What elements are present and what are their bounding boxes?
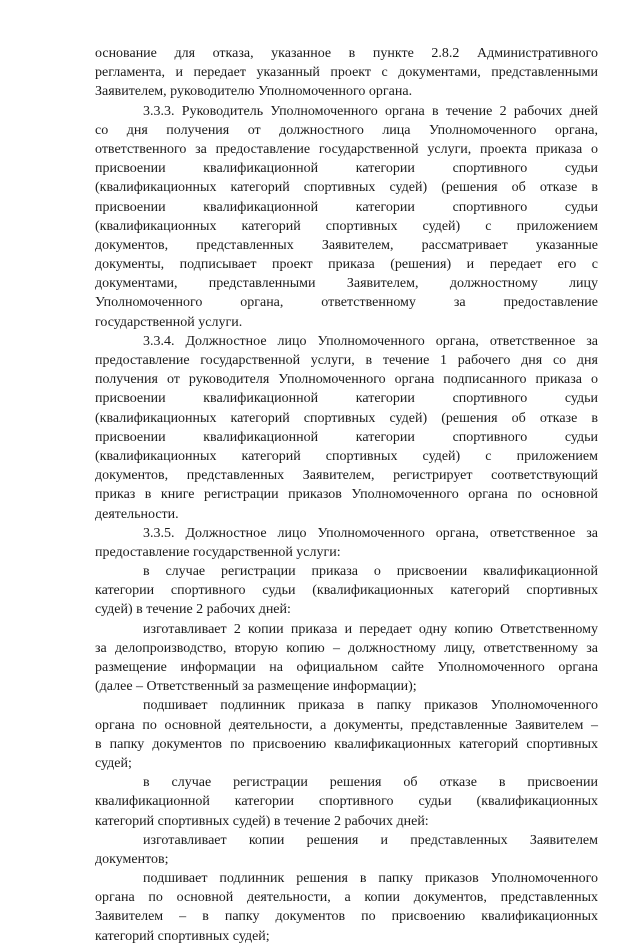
text-line: размещение информации на официальном сайте Уполномоченного органа — [95, 660, 598, 675]
text-line: квалификационной категории спортивного судьи (квалификационных — [95, 794, 598, 810]
paragraph-first-line: подшивает подлинник приказа в папку приказов Уполномоченного — [143, 698, 598, 714]
text-line: документами, представленными Заявителем, должностному лицу — [95, 276, 598, 292]
text-line: документов, представленных Заявителем, рассматривает указанные — [95, 237, 598, 253]
text-line: в папку документов по присвоению квалификационных категорий спортивных — [95, 736, 598, 752]
document-page — [95, 44, 598, 946]
text-line: судей) в течение 2 рабочих дней: — [95, 602, 291, 618]
paragraph-first-line: изготавливает копии решения и представленных Заявителем — [143, 832, 598, 848]
text-line: органа по основной деятельности, а копии документов, представленных — [95, 890, 598, 906]
paragraph-first-line: 3.3.3. Руководитель Уполномоченного органа в течение 2 рабочих дней — [143, 103, 598, 119]
text-line: приказ в книге регистрации приказов Уполномоченного органа по основной — [95, 487, 598, 503]
paragraph-first-line: подшивает подлинник решения в папку приказов Уполномоченного — [143, 871, 598, 887]
text-line: документов; — [95, 851, 169, 867]
text-line: со дня получения от должностного лица Уполномоченного органа, — [95, 122, 598, 138]
text-line: судей; — [95, 755, 132, 771]
text-line: Уполномоченного органа, ответственному за предоставление — [95, 295, 598, 311]
text-line: (квалификационных категорий спортивных судей) с приложением — [95, 448, 598, 464]
text-line: (квалификационных категорий спортивных судей) (решения об отказе в — [95, 410, 598, 426]
text-line: (квалификационных категорий спортивных судей) с приложением — [95, 218, 598, 234]
text-line: присвоении квалификационной категории спортивного судьи — [95, 161, 598, 177]
text-line: (квалификационных категорий спортивных судей) (решения об отказе в — [95, 180, 598, 196]
text-line: за делопроизводство, вторую копию – должностному лицу, ответственному за — [95, 640, 598, 656]
text-line: предоставление государственной услуги, в течение 1 рабочего дня со дня — [95, 353, 598, 368]
text-line: Заявителем – в папку документов по присвоению квалификационных — [95, 909, 598, 925]
text-line: предоставление государственной услуги: — [95, 544, 341, 560]
text-line: регламента, и передает указанный проект с документами, представленными — [95, 65, 598, 81]
text-line: ответственного за предоставление государственной услуги, проекта приказа о — [95, 141, 598, 157]
text-line: присвоении квалификационной категории спортивного судьи — [95, 391, 598, 407]
text-line: документов, представленных Заявителем, регистрирует соответствующий — [95, 468, 598, 484]
text-line: деятельности. — [95, 506, 179, 522]
text-line: категорий спортивных судей; — [95, 928, 270, 944]
text-line: категорий спортивных судей) в течение 2 рабочих дней: — [95, 813, 429, 829]
paragraph-first-line: в случае регистрации решения об отказе в присвоении — [143, 775, 598, 791]
paragraph-first-line: 3.3.4. Должностное лицо Уполномоченного органа, ответственное за — [143, 333, 598, 349]
text-line: присвоении квалификационной категории спортивного судьи — [95, 199, 598, 215]
paragraph-first-line: 3.3.5. Должностное лицо Уполномоченного органа, ответственное за — [143, 525, 598, 541]
paragraph-first-line: в случае регистрации приказа о присвоении квалификационной — [143, 564, 598, 580]
text-line: (далее – Ответственный за размещение информации); — [95, 679, 417, 695]
text-line: государственной услуги. — [95, 314, 243, 330]
text-line: документы, подписывает проект приказа (решения) и передает его с — [95, 257, 598, 273]
text-line: Заявителем, руководителю Уполномоченного органа. — [95, 84, 413, 100]
paragraph-first-line: изготавливает 2 копии приказа и передает одну копию Ответственному — [143, 621, 598, 637]
text-line: присвоении квалификационной категории спортивного судьи — [95, 429, 598, 445]
text-line: основание для отказа, указанное в пункте 2.8.2 Административного — [95, 46, 598, 61]
text-line: получения от руководителя Уполномоченного органа подписанного приказа о — [95, 372, 598, 388]
text-line: категории спортивного судьи (квалификационных категорий спортивных — [95, 583, 598, 599]
text-line: органа по основной деятельности, а документы, представленные Заявителем – — [95, 717, 598, 733]
